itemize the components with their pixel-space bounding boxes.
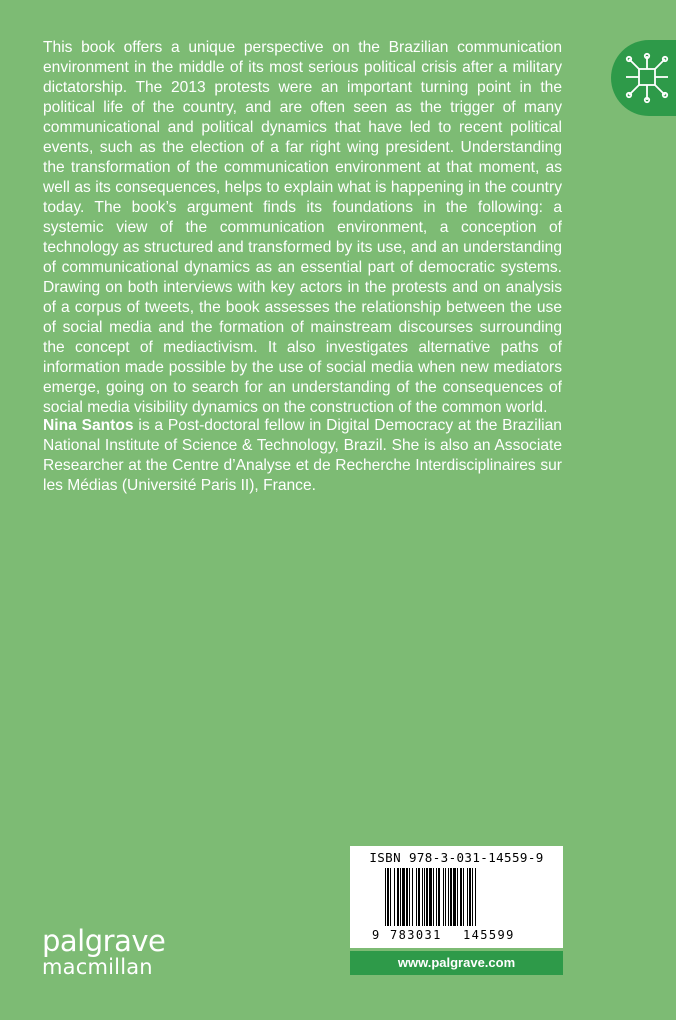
publisher-logo — [42, 926, 165, 978]
author-bio-text: is a Post-doctoral fellow in Digital Democracy at the Brazilian National Institute of Science & Technology, Brazil. She is also an Associate Researcher at the Centre d’Analyse et de Recherche Interdisciplinaires sur les Médias (Université Paris II), France. — [43, 417, 562, 494]
barcode-digit-lead: 9 — [372, 928, 380, 942]
publisher-logo-line1: palgrave — [42, 924, 166, 958]
barcode-digit-group-2: 145599 — [463, 928, 515, 942]
circuit-network-icon — [623, 50, 673, 106]
publisher-website[interactable]: www.palgrave.com — [350, 951, 563, 975]
back-cover-blurb: This book offers a unique perspective on the Brazilian communication environment in the middle of its most serious political crisis after a military dictatorship. The 2013 protests were an important turning point in the political life of the country, and are often seen as the trigger of many communicational and political dynamics that have led to recent political events, such as the election of a far right wing president. Understanding the transformation of the communication environment at that moment, as well as its consequences, helps to explain what is happening in the country today. The book’s argument finds its foundations in the following: a systemic view of the communication environment, a conception of technology as structured and transformed by its use, and an understanding of communicational dynamics as an essential part of democratic systems. Drawing on both interviews with key actors in the protests and on analysis of a corpus of tweets, the book assesses the relationship between the use of social media and the formation of mainstream discourses surrounding the concept of mediactivism. It also investigates alternative paths of information made possible by the use of social media when new mediators emerge, going on to search for an understanding of the consequences of social media visibility dynamics on the construction of the common world. — [43, 39, 562, 416]
author-bio — [43, 416, 562, 496]
barcode-bars — [385, 868, 530, 930]
author-name: Nina Santos — [43, 417, 134, 434]
publisher-logo-line2: macmillan — [42, 955, 153, 979]
barcode-digit-group-1: 783031 — [390, 928, 442, 942]
isbn-barcode — [350, 846, 563, 948]
isbn-label: ISBN 978-3-031-14559-9 — [369, 850, 544, 865]
series-badge — [611, 40, 676, 116]
